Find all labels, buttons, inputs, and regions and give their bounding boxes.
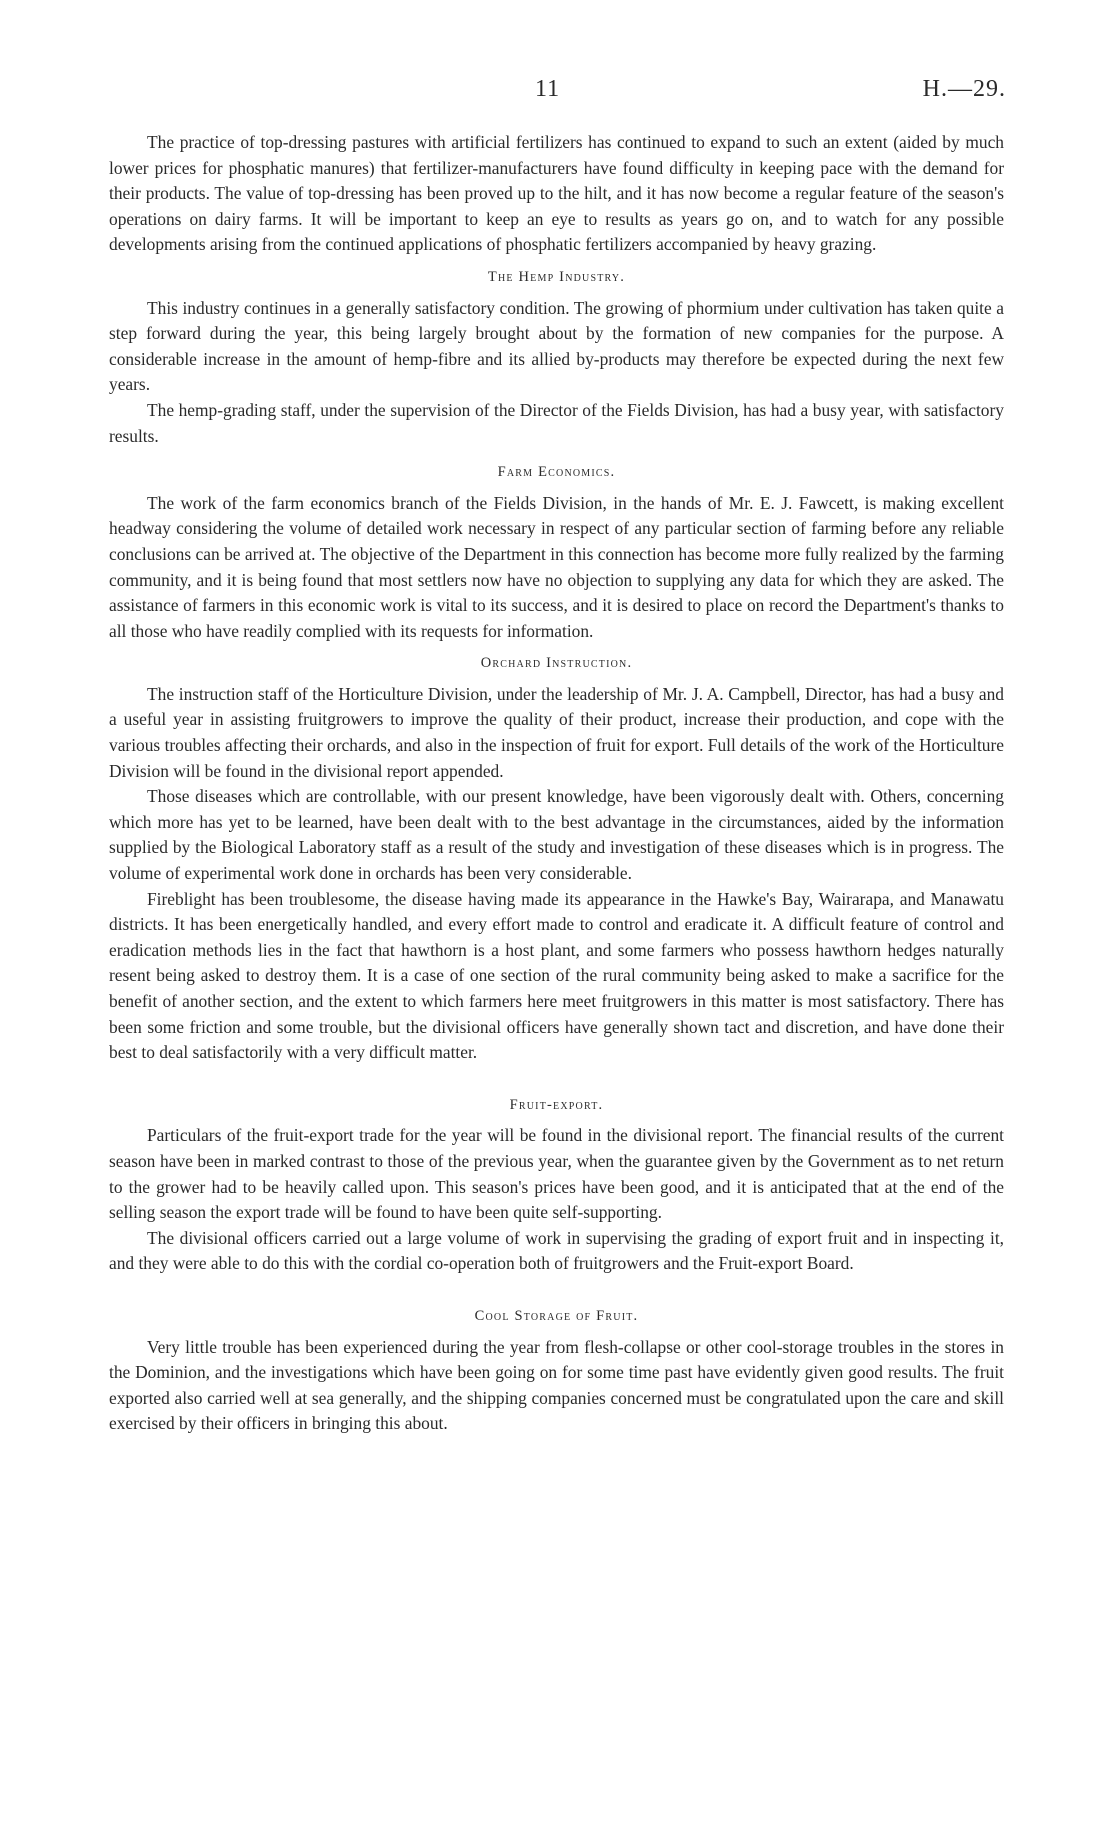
orchard-paragraph-1: The instruction staff of the Horticulture Division, under the leadership of Mr. J. A. Campbell, Director, has had a busy and a useful year in assisting fruitgrowers to improve the quality of their product, increase their production, and cope with the various troubles affecting their orchards, and also in the inspection of fruit for export. Full details of the work of the Horticulture Division will be found in the divisional report appended. — [109, 683, 1004, 781]
hemp-paragraph-2: The hemp-grading staff, under the supervision of the Director of the Fields Division, has had a busy year, with satisfactory results. — [109, 399, 1004, 446]
section-heading-hemp: The Hemp Industry. — [487, 268, 626, 285]
page-number: 11 — [535, 76, 561, 102]
section-heading-fruit-export: Fruit-export. — [509, 1096, 604, 1113]
page-header — [0, 76, 1114, 116]
intro-paragraph: The practice of top-dressing pastures with artificial fertilizers has continued to expand to such an extent (aided by much lower prices for phosphatic manures) that fertilizer-manufacturers have found difficulty in keeping pace with the demand for their products. The value of top-dressing has been proved up to the hilt, and it has now become a regular feature of the season's operations on dairy farms. It will be important to keep an eye to results as years go on, and to watch for any possible developments arising from the continued applications of phosphatic fertilizers accompanied by heavy grazing. — [109, 132, 1004, 255]
body-text — [109, 130, 1004, 1437]
fruit-export-paragraph-1: Particulars of the fruit-export trade for the year will be found in the divisional report. The financial results of the current season have been in marked contrast to those of the previous year, when the guarantee given by the Government as to net return to the grower had to be heavily called upon. This season's prices have been good, and it is anticipated that at the end of the selling season the export trade will be found to have been quite self-supporting. — [109, 1125, 1004, 1223]
orchard-paragraph-2: Those diseases which are controllable, with our present knowledge, have been vigorously dealt with. Others, concerning which more has yet to be learned, have been dealt with to the best advantage in the circumstances, aided by the information supplied by the Biological Laboratory staff as a result of the study and investigation of these diseases which is in progress. The volume of experimental work done in orchards has been very considerable. — [109, 786, 1004, 884]
cool-storage-paragraph: Very little trouble has been experienced during the year from flesh-collapse or other cool-storage troubles in the stores in the Dominion, and the investigations which have been going on for some time past have evidently given good results. The fruit exported also carried well at sea generally, and the shipping companies concerned must be congratulated upon the care and skill exercised by their officers in bringing this about. — [109, 1336, 1004, 1434]
farm-economics-paragraph: The work of the farm economics branch of the Fields Division, in the hands of Mr. E. J. Fawcett, is making excellent headway considering the volume of detailed work necessary in respect of any particular section of farming before any reliable conclusions can be arrived at. The objective of the Department in this connection has become more fully realized by the farming community, and it is being found that most settlers now have no objection to supplying any data for which they are asked. The assistance of farmers in this economic work is vital to its success, and it is desired to place on record the Department's thanks to all those who have readily complied with its requests for information. — [109, 492, 1004, 641]
section-heading-orchard-instruction: Orchard Instruction. — [480, 655, 633, 672]
section-heading-cool-storage: Cool Storage of Fruit. — [474, 1307, 639, 1324]
document-reference: H.—29. — [922, 76, 1006, 102]
hemp-paragraph-1: This industry continues in a generally satisfactory condition. The growing of phormium under cultivation has taken quite a step forward during the year, this being largely brought about by the formation of new companies for the purpose. A considerable increase in the amount of hemp-fibre and its allied by-products may therefore be expected during the next few years. — [109, 297, 1004, 395]
section-heading-farm-economics: Farm Economics. — [497, 464, 616, 481]
orchard-paragraph-3: Fireblight has been troublesome, the disease having made its appearance in the Hawke's Bay, Wairarapa, and Manawatu districts. It has been energetically handled, and every effort made to control and eradicate it. A difficult feature of control and eradication methods lies in the fact that hawthorn is a host plant, and some farmers who possess hawthorn hedges naturally resent being asked to destroy them. It is a case of one section of the rural community being asked to make a sacrifice for the benefit of another section, and the extent to which farmers here meet fruitgrowers in this matter is most satisfactory. There has been some friction and some trouble, but the divisional officers have generally shown tact and discretion, and have done their best to deal satisfactorily with a very difficult matter. — [109, 888, 1004, 1063]
fruit-export-paragraph-2: The divisional officers carried out a large volume of work in supervising the grading of export fruit and in inspecting it, and they were able to do this with the cordial co-operation both of fruitgrowers and the Fruit-export Board. — [109, 1227, 1004, 1274]
